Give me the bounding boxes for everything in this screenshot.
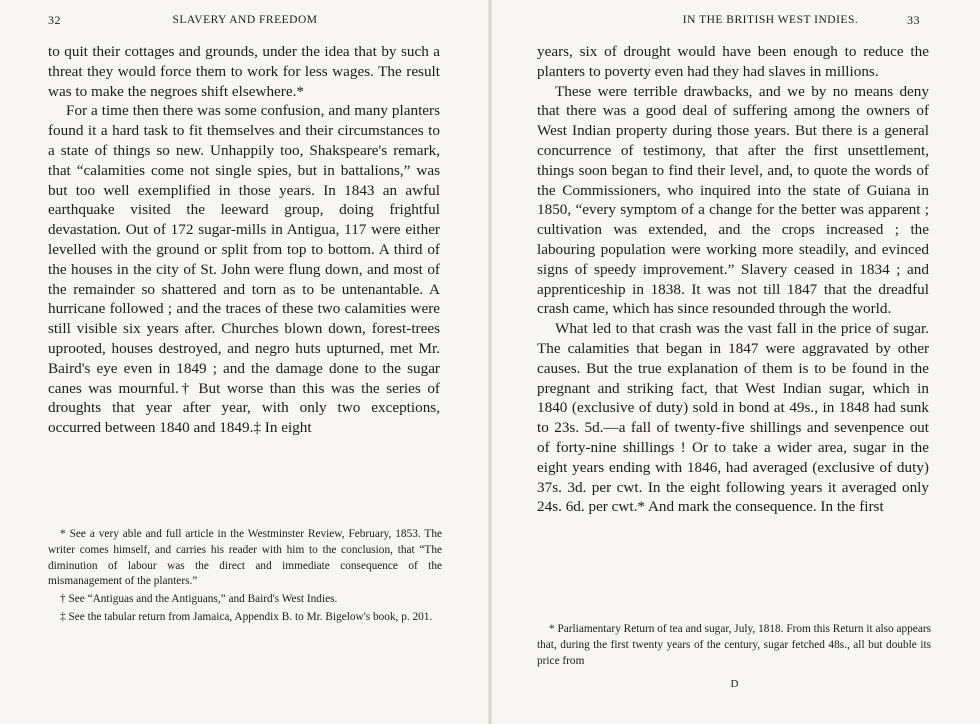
- paragraph: These were terrible drawbacks, and we by no means deny that there was a good deal of suffering among the owners of West Indian property during those years. But there is a general concurrence of testimony, that after the first unsettlement, things soon began to find their level, and, to quote the words of the Commissioners, who inquired into the state of Guiana in 1850, “every symptom of a change for the better was apparent ; cultivation was extended, and the crops increased ; the labouring population were working more steadily, and evinced signs of speedy improvement.” Slavery ceased in 1834 ; and apprenticeship in 1838. It was not till 1847 that the dreadful crash came, which has since resounded through the world.: [537, 82, 929, 318]
- right-page: [490, 0, 980, 724]
- signature-mark: D: [730, 678, 740, 690]
- paragraph: What led to that crash was the vast fall in the price of sugar. The calamities that began in 1847 were aggravated by other causes. But the true explanation of them is to be found in the pregnant and striking fact, that West Indian sugar, which in 1840 (exclusive of duty) sold in bond at 49s., in 1848 had sunk to 23s. 5d.—a fall of twenty-five shillings and sevenpence out of forty-nine shillings ! Or to take a wider area, sugar in the eight years ending with 1846, had averaged (exclusive of duty) 37s. 3d. per cwt. In the eight following years it averaged only 24s. 6d. per cwt.* And mark the consequence. In the first: [537, 320, 929, 516]
- page-number-right: 33: [907, 12, 920, 27]
- page-number-left: 32: [48, 12, 61, 27]
- footnotes-left: [48, 527, 442, 628]
- footnote: † See “Antiguas and the Antiguans,” and Baird's West Indies.: [60, 593, 338, 606]
- body-text-left: [48, 42, 440, 438]
- paragraph: years, six of drought would have been enough to reduce the planters to poverty even had they had slaves in millions.: [537, 43, 929, 80]
- footnote: * See a very able and full article in the Westminster Review, February, 1853. The writer comes himself, and carries his reader with him to the conclusion, that “The diminution of labour was the direct and immediate consequence of the mismanagement of the planters.”: [48, 528, 442, 588]
- running-head-title-right: IN THE BRITISH WEST INDIES.: [682, 14, 859, 26]
- footnote: ‡ See the tabular return from Jamaica, Appendix B. to Mr. Bigelow's book, p. 201.: [60, 610, 433, 623]
- footnote: * Parliamentary Return of tea and sugar, July, 1818. From this Return it also appears that, during the first twenty years of the century, sugar fetched 48s., all but double its price from: [537, 623, 931, 667]
- running-head-title-left: SLAVERY AND FREEDOM: [172, 14, 318, 26]
- body-text-right: [537, 42, 929, 517]
- running-head-right: [620, 12, 920, 28]
- footnotes-right: [537, 622, 931, 671]
- running-head-left: [48, 12, 443, 28]
- paragraph: For a time then there was some confusion, and many planters found it a hard task to fit themselves and their circumstances to a state of things so new. Unhappily too, Shakspeare's remark, that “calamities come not single spies, but in battalions,” was but too well exemplified in those years. In 1843 an awful earthquake visited the leeward group, doing frightful devastation. Out of 172 sugar-mills in Antigua, 117 were either levelled with the ground or split from top to bottom. A third of the houses in the city of St. John were flung down, and most of the remainder so shattered and torn as to be untenantable. A hurricane followed ; and the traces of these two calamities were still visible six years after. Churches blown down, forest-trees uprooted, houses destroyed, and negro huts upturned, met Mr. Baird's eye even in 1849 ; and the damage done to the sugar canes was mournful.† But worse than this was the series of droughts that year after year, with only two exceptions, occurred between 1840 and 1849.‡ In eight: [48, 102, 440, 437]
- paragraph: to quit their cottages and grounds, under the idea that by such a threat they would force them to work for less wages. The result was to make the negroes shift elsewhere.*: [48, 43, 440, 100]
